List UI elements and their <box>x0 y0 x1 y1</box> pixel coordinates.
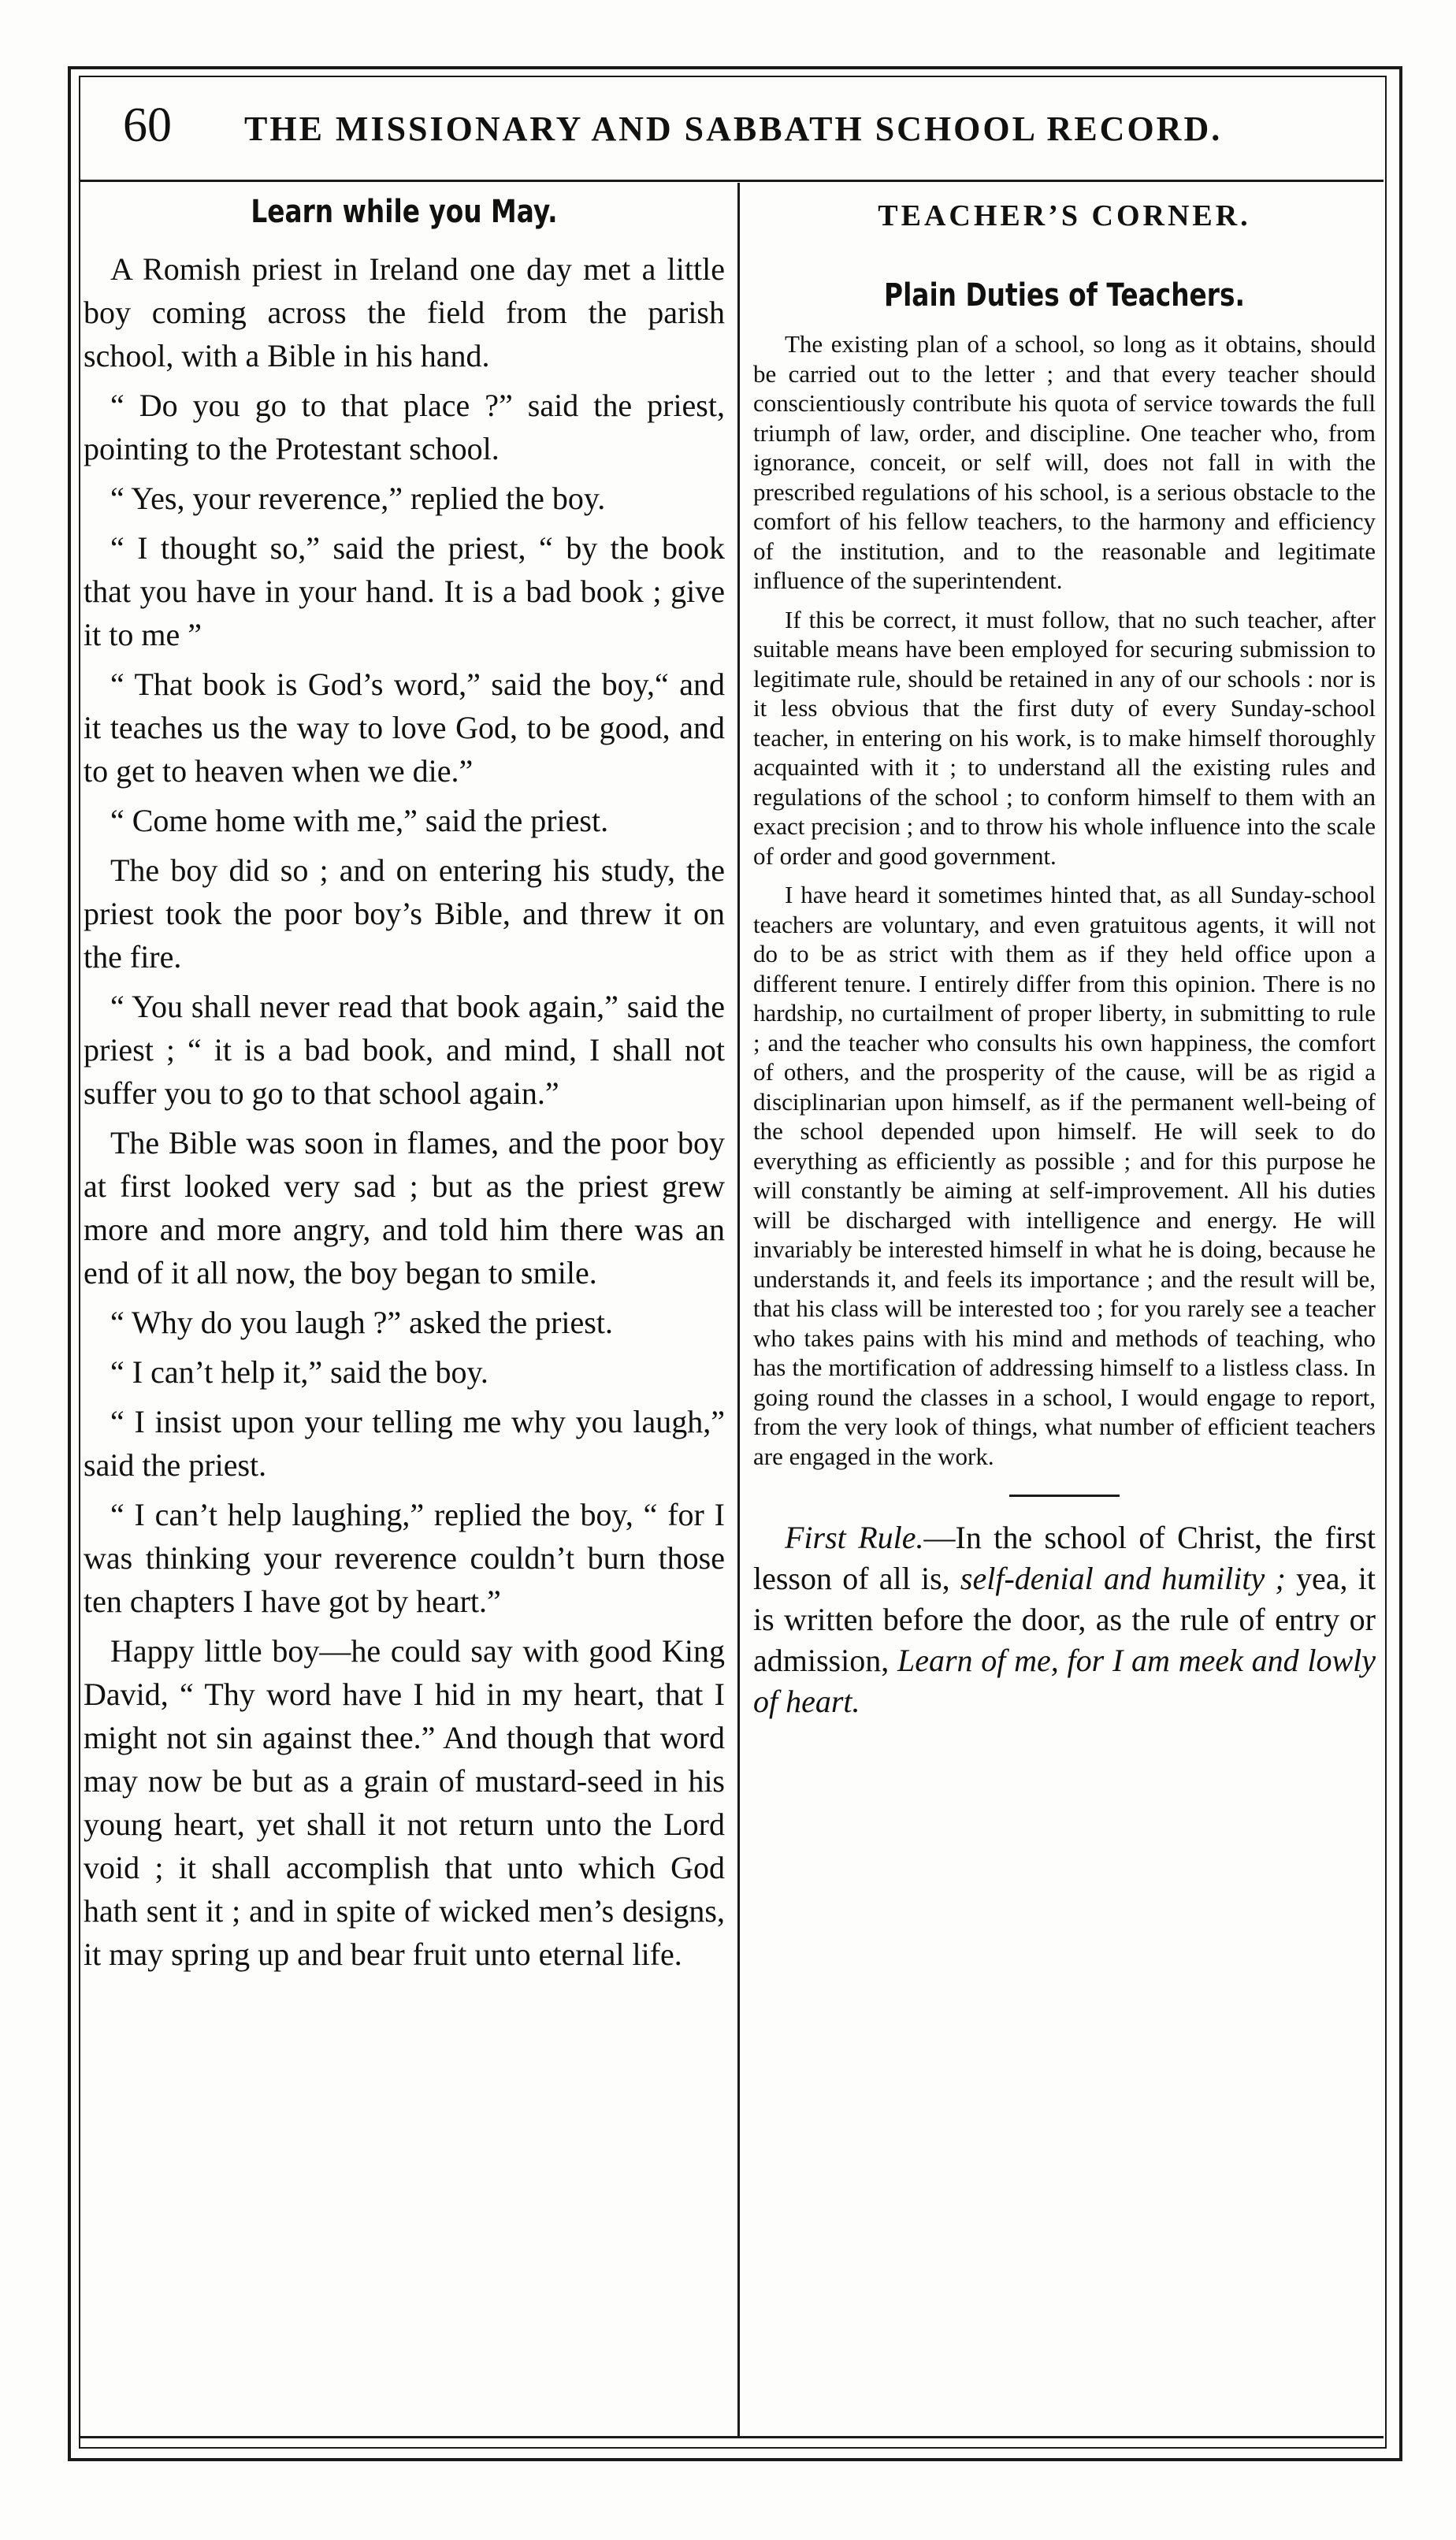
rule-emphasis: self-denial and humility ; <box>960 1561 1286 1596</box>
story-paragraph: “ I can’t help it,” said the boy. <box>110 1354 488 1390</box>
story-paragraph: “ I insist upon your telling me why you laugh,” said the priest. <box>84 1404 725 1483</box>
story-paragraph: The boy did so ; and on entering his study, the priest took the poor boy’s Bible, and threw it on the fire. <box>84 852 725 975</box>
running-title: THE MISSIONARY AND SABBATH SCHOOL RECORD. <box>244 110 1223 148</box>
story-paragraph: Happy little boy—he could say with good King David, “ Thy word have I hid in my heart, that I might not sin against thee.” And though that word may now be but as a grain of mustard-seed in his young heart, yet shall it not return unto the Lord void ; it shall accomplish that unto which God hath sent it ; and in spite of wicked men’s designs, it may spring up and bear fruit unto eternal life. <box>84 1633 725 1972</box>
story-paragraph: “ You shall never read that book again,” said the priest ; “ it is a bad book, and mind, I shall not suffer you to go to that school again.” <box>84 989 725 1111</box>
column-divider <box>737 183 740 2436</box>
rule-label: First Rule. <box>785 1520 924 1555</box>
rule-quote: Learn of me, for I am meek and lowly of heart. <box>753 1643 1376 1719</box>
section-heading: TEACHER’S CORNER. <box>878 199 1251 232</box>
story-paragraph: “ I can’t help laughing,” replied the boy, “ for I was thinking your reverence couldn’t burn those ten chapters I have got by heart.” <box>84 1497 725 1619</box>
story-paragraph: “ Do you go to that place ?” said the priest, pointing to the Protestant school. <box>84 388 725 466</box>
left-column <box>84 189 725 2427</box>
article-body <box>753 329 1376 1471</box>
story-paragraph: “ Why do you laugh ?” asked the priest. <box>110 1305 613 1340</box>
story-paragraph: “ That book is God’s word,” said the boy,“ and it teaches us the way to love God, to be good, and to get to heaven when we die.” <box>84 667 725 789</box>
story-paragraph: “ I thought so,” said the priest, “ by the book that you have in your hand. It is a bad book ; give it to me ” <box>84 530 725 652</box>
story-title: Learn while you May. <box>251 194 558 230</box>
page-header <box>79 87 1384 173</box>
header-rule <box>79 180 1384 182</box>
story-paragraph: A Romish priest in Ireland one day met a little boy coming across the field from the parish school, with a Bible in his hand. <box>84 251 725 373</box>
page-number: 60 <box>123 98 172 152</box>
story-paragraph: “ Come home with me,” said the priest. <box>110 803 609 838</box>
right-column <box>753 189 1376 2427</box>
story-body <box>84 247 725 1976</box>
story-paragraph: “ Yes, your reverence,” replied the boy. <box>110 481 606 516</box>
rule-text: yea, it is written before the door, as the rule of entry or admission, <box>753 1561 1376 1678</box>
story-paragraph: The Bible was soon in flames, and the poor boy at first looked very sad ; but as the priest grew more and more angry, and told him there was an end of it all now, the boy began to smile. <box>84 1125 725 1290</box>
bottom-rule <box>79 2436 1384 2438</box>
separator-rule <box>1009 1495 1120 1497</box>
article-title: Plain Duties of Teachers. <box>884 277 1245 314</box>
article-paragraph: I have heard it sometimes hinted that, as all Sunday-school teachers are voluntary, and even gratuitous agents, it will not do to be as strict with them as if they held office upon a different tenure. I entirely differ from this opinion. There is no hardship, no curtailment of proper liberty, in submitting to rule ; and the teacher who consults his own happiness, the comfort of others, and the prosperity of the cause, will be as rigid a disciplinarian upon himself, as if the permanent well-being of the school depended upon himself. He will seek to do everything as efficiently as possible ; and for this purpose he will constantly be aiming at self-improvement. All his duties will be discharged with intelligence and energy. He will invariably be interested himself in what he is doing, because he understands it, and feels its importance ; and the result will be, that his class will be interested too ; for you rarely see a teacher who takes pains with his mind and methods of teaching, who has the mortification of addressing himself to a listless class. In going round the classes in a school, I would engage to report, from the very look of things, what number of efficient teachers are engaged in the work. <box>753 881 1376 1470</box>
article-paragraph: If this be correct, it must follow, that no such teacher, after suitable means have been employed for securing submission to legitimate rule, should be retained in any of our schools : nor is it less obvious that the first duty of every Sunday-school teacher, in entering on his work, is to make himself thoroughly acquainted with it ; to understand all the existing rules and regulations of the school ; to conform himself to them with an exact precision ; and to throw his whole influence into the scale of order and good government. <box>753 605 1376 870</box>
rule-text: —In the school of Christ, the first lesson of all is, <box>753 1520 1376 1596</box>
first-rule-paragraph <box>753 1517 1376 1722</box>
article-paragraph: The existing plan of a school, so long as it obtains, should be carried out to the letter ; and that every teacher should conscientiously contribute his quota of service towards the full triumph of law, order, and discipline. One teacher who, from ignorance, conceit, or self will, does not fall in with the prescribed regulations of his school, is a serious obstacle to the comfort of his fellow teachers, to the harmony and efficiency of the institution, and to the reasonable and legitimate influence of the superintendent. <box>753 330 1376 594</box>
